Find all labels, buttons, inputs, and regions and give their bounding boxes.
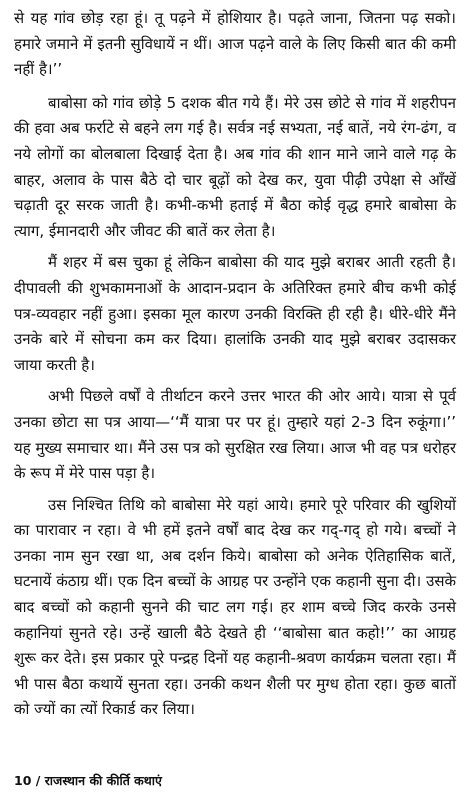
paragraph-5: उस निश्चित तिथि को बाबोसा मेरे यहां आये। हमारे पूरे परिवार की खुशियों का पारावार न रहा। वे भी हमें इतने वर्षों बाद देख कर गद्-गद् हो गये। बच्चों ने उनका नाम सुन रखा था, अब दर्शन किये। बाबोसा को अनेक ऐतिहासिक बातें, घटनायें कंठाग्र थीं। एक दिन बच्चों के आग्रह पर उन्होंने एक कहानी सुना दी। उसके बाद बच्चों को कहानी सुनने की चाट लग गई। हर शाम बच्चे जिद करके उनसे कहानियां सुनते रहे। उन्हें खाली बैठे देखते ही ‘‘बाबोसा बात कहो!’’ का आग्रह शुरू कर देते। इस प्रकार पूरे पन्द्रह दिनों यह कहानी-श्रवण कार्यक्रम चलता रहा। मैं भी पास बैठा कथायें सुनता रहा। उनकी कथन शैली पर मुग्ध होता रहा। कुछ बातों को ज्यों का त्यों रिकार्ड कर लिया।: [14, 495, 456, 719]
paragraph-4: अभी पिछले वर्षों वे तीर्थाटन करने उत्तर भारत की ओर आये। यात्रा से पूर्व उनका छोटा सा पत्र आया—‘‘मैं यात्रा पर पर हूं। तुम्हारे यहां 2-3 दिन रुकूंगा।’’ यह मुख्य समाचार था। मैंने उस पत्र को सुरक्षित रख लिया। आज भी वह पत्र धरोहर के रूप में मेरे पास पड़ा है।: [14, 387, 456, 483]
paragraph-2: बाबोसा को गांव छोड़े 5 दशक बीत गये हैं। मेरे उस छोटे से गांव में शहरीपन की हवा अब फर्राटे से बहने लग गई है। सर्वत्र नई सभ्यता, नई बातें, नये रंग-ढंग, व नये लोगों का बोलबाला दिखाई देता है। अब गांव की शान माने जाने वाले गढ़ के बाहर, अलाव के पास बैठे दो चार बूढ़ों को देख कर, युवा पीढ़ी उपेक्षा से आँखें चढ़ाती दूर सरक जाती है। कभी-कभी हताई में बैठा कोई वृद्ध हमारे बाबोसा के त्याग, ईमानदारी और जीवट की बातें कर लेता है।: [14, 93, 456, 240]
page-number: 10: [14, 773, 32, 788]
paragraph-3: मैं शहर में बस चुका हूं लेकिन बाबोसा की याद मुझे बराबर आती रहती है। दीपावली की शुभकामनाओं के आदान-प्रदान के अतिरिक्त हमारे बीच कभी कोई पत्र-व्यवहार नहीं हुआ। इसका मूल कारण उनकी विरक्ति ही रही है। धीरे-धीरे मैंने उनके बारे में सोचना कम कर दिया। हालांकि उनकी याद मुझे बराबर उदासकर जाया करती है।: [14, 253, 456, 374]
footer-separator: /: [31, 773, 45, 788]
book-title: राजस्थान की कीर्ति कथाएं: [44, 773, 162, 788]
page-footer: [14, 772, 162, 789]
paragraph-1: से यह गांव छोड़ रहा हूं। तू पढ़ने में होशियार है। पढ़ते जाना, जितना पढ़ सको। हमारे जमाने में इतनी सुविधायें न थीं। आज पढ़ने वाले के लिए किसी बात की कमी नहीं है।’’: [14, 9, 456, 79]
